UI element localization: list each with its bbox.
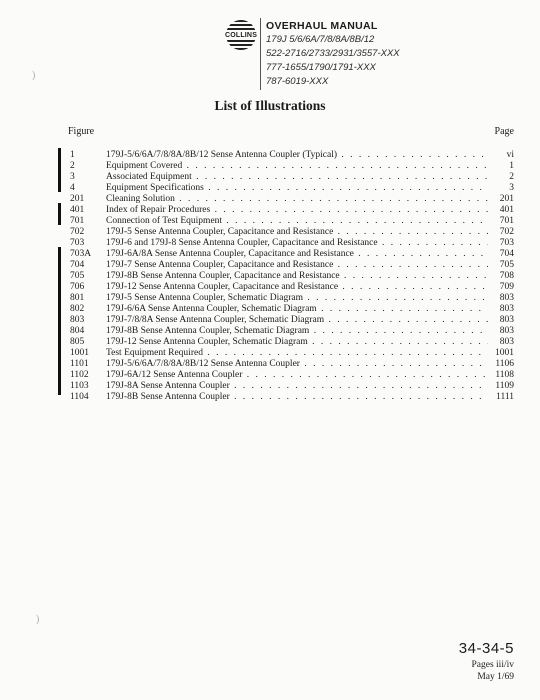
- revision-date: May 1/69: [477, 672, 514, 682]
- list-item: [0, 282, 540, 293]
- figure-number: 1101: [70, 359, 89, 369]
- figure-number: 1103: [70, 381, 89, 391]
- list-item: [0, 271, 540, 282]
- figure-number: 1104: [70, 392, 89, 402]
- list-item: [0, 348, 540, 359]
- document-code: 34-34-5: [458, 640, 514, 657]
- list-item: [0, 293, 540, 304]
- figure-number: 1001: [70, 348, 89, 358]
- part-number-line: 522-2716/2733/2931/3557-XXX: [266, 48, 400, 59]
- list-item: [0, 359, 540, 370]
- figure-title: 179J-8B Sense Antenna Coupler, Capacitance and Resistance . . .: [106, 271, 488, 282]
- figure-title: 179J-5 Sense Antenna Coupler, Capacitance and Resistance . . .: [106, 227, 488, 238]
- figure-title: 179J-8B Sense Antenna Coupler, Schematic Diagram . . .: [106, 326, 488, 337]
- list-item: [0, 370, 540, 381]
- figure-number: 702: [70, 227, 85, 237]
- figure-title: Cleaning Solution . . .: [106, 194, 488, 205]
- figure-title: 179J-7 Sense Antenna Coupler, Capacitance and Resistance . . .: [106, 260, 488, 271]
- part-number-line: 777-1655/1790/1791-XXX: [266, 62, 376, 73]
- figure-number: 701: [70, 216, 85, 226]
- page-numbers: Pages iii/iv: [471, 660, 514, 670]
- figure-number: 706: [70, 282, 85, 292]
- figure-page: 703: [499, 238, 514, 248]
- figure-page: 709: [499, 282, 514, 292]
- figure-number: 401: [70, 205, 85, 215]
- figure-page: 1: [509, 161, 514, 171]
- list-item: [0, 315, 540, 326]
- figure-page: vi: [506, 150, 514, 160]
- figure-number: 704: [70, 260, 85, 270]
- figure-title: 179J-5/6/6A/7/8/8A/8B/12 Sense Antenna Coupler (Typical) . . .: [106, 150, 488, 161]
- figure-number: 705: [70, 271, 85, 281]
- figure-page: 1111: [496, 392, 514, 402]
- figure-title: Test Equipment Required . . .: [106, 348, 488, 359]
- figure-number: 3: [70, 172, 75, 182]
- figure-title: 179J-7/8/8A Sense Antenna Coupler, Schematic Diagram . . .: [106, 315, 488, 326]
- figure-page: 803: [499, 326, 514, 336]
- figure-title: 179J-12 Sense Antenna Coupler, Capacitance and Resistance . . .: [106, 282, 488, 293]
- figure-number: 201: [70, 194, 85, 204]
- figure-number: 2: [70, 161, 75, 171]
- list-item: [0, 150, 540, 161]
- list-item: [0, 260, 540, 271]
- column-header-page: Page: [494, 126, 514, 137]
- list-item: [0, 194, 540, 205]
- figure-title: 179J-12 Sense Antenna Coupler, Schematic Diagram . . .: [106, 337, 488, 348]
- list-item: [0, 381, 540, 392]
- figure-number: 4: [70, 183, 75, 193]
- figure-page: 803: [499, 337, 514, 347]
- figure-title: 179J-5/6/6A/7/8/8A/8B/12 Sense Antenna Coupler . . .: [106, 359, 488, 370]
- figure-number: 703A: [70, 249, 92, 259]
- figure-number: 1: [70, 150, 75, 160]
- figure-page: 201: [499, 194, 514, 204]
- margin-mark: ): [32, 70, 36, 81]
- list-item: [0, 216, 540, 227]
- figure-page: 2: [509, 172, 514, 182]
- figure-page: 803: [499, 315, 514, 325]
- figure-title: 179J-5 Sense Antenna Coupler, Schematic Diagram . . .: [106, 293, 488, 304]
- list-item: [0, 249, 540, 260]
- list-item: [0, 392, 540, 403]
- figure-page: 803: [499, 304, 514, 314]
- figure-page: 701: [499, 216, 514, 226]
- figure-title: Equipment Covered . . .: [106, 161, 488, 172]
- part-number-line: 787-6019-XXX: [266, 76, 329, 87]
- figure-page: 1106: [495, 359, 514, 369]
- list-item: [0, 172, 540, 183]
- margin-mark: ): [36, 614, 40, 625]
- figure-page: 708: [499, 271, 514, 281]
- figure-title: Connection of Test Equipment . . .: [106, 216, 488, 227]
- figure-page: 1001: [495, 348, 514, 358]
- figure-title: 179J-6 and 179J-8 Sense Antenna Coupler, Capacitance and Resistance . . .: [106, 238, 488, 249]
- list-item: [0, 326, 540, 337]
- list-item: [0, 227, 540, 238]
- figure-title: Equipment Specifications . . .: [106, 183, 488, 194]
- list-item: [0, 238, 540, 249]
- figure-number: 1102: [70, 370, 89, 380]
- figure-page: 705: [499, 260, 514, 270]
- figure-page: 702: [499, 227, 514, 237]
- figure-number: 703: [70, 238, 85, 248]
- list-item: [0, 161, 540, 172]
- figure-title: Associated Equipment . . .: [106, 172, 488, 183]
- figure-title: 179J-6A/8A Sense Antenna Coupler, Capacitance and Resistance . . .: [106, 249, 488, 260]
- list-item: [0, 183, 540, 194]
- header-divider: [260, 18, 261, 90]
- figure-number: 805: [70, 337, 85, 347]
- figure-page: 1109: [495, 381, 514, 391]
- figure-title: 179J-8B Sense Antenna Coupler . . .: [106, 392, 488, 403]
- figure-number: 801: [70, 293, 85, 303]
- figure-number: 804: [70, 326, 85, 336]
- manual-title: OVERHAUL MANUAL: [266, 20, 378, 32]
- figure-title: 179J-6/6A Sense Antenna Coupler, Schematic Diagram . . .: [106, 304, 488, 315]
- figure-title: 179J-8A Sense Antenna Coupler . . .: [106, 381, 488, 392]
- figure-page: 803: [499, 293, 514, 303]
- part-number-line: 179J 5/6/6A/7/8/8A/8B/12: [266, 34, 375, 45]
- logo-text: COLLINS: [220, 32, 262, 40]
- figure-page: 401: [499, 205, 514, 215]
- column-header-figure: Figure: [68, 126, 95, 137]
- figure-title: Index of Repair Procedures . . .: [106, 205, 488, 216]
- figure-page: 1108: [495, 370, 514, 380]
- figure-number: 802: [70, 304, 85, 314]
- figure-number: 803: [70, 315, 85, 325]
- list-item: [0, 337, 540, 348]
- list-item: [0, 304, 540, 315]
- list-item: [0, 205, 540, 216]
- figure-page: 3: [509, 183, 514, 193]
- figure-title: 179J-6A/12 Sense Antenna Coupler . . .: [106, 370, 488, 381]
- figure-page: 704: [499, 249, 514, 259]
- page-title: List of Illustrations: [214, 98, 326, 113]
